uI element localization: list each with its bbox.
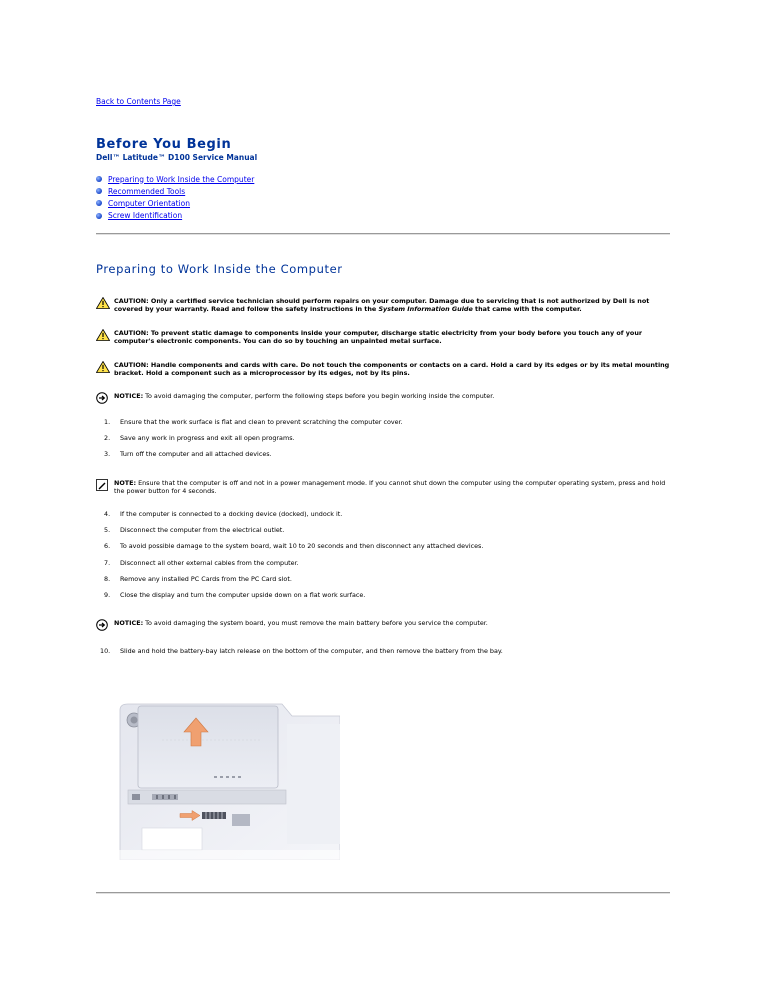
caution-text: CAUTION: Only a certified service technician should perform repairs on your computer. Damage due to servicing that is not authorized by Dell is not covered by your warranty. Read and follow the safety instructions in the (114, 297, 650, 314)
note-block (96, 479, 670, 496)
notice-block (96, 619, 670, 633)
step-text: Remove any installed PC Cards from the PC Card slot. (120, 574, 292, 583)
step-text: To avoid possible damage to the system board, wait 10 to 20 seconds and then disconnect any attached devices. (120, 542, 484, 551)
step-text: Slide and hold the battery-bay latch release on the bottom of the computer, and then remove the battery from the bay. (120, 647, 503, 655)
bullet-icon (96, 176, 102, 182)
divider (96, 233, 670, 235)
caution-block (96, 297, 670, 314)
steps-list (96, 510, 483, 607)
caution-text: CAUTION: Handle components and cards with care. Do not touch the components or contacts on a card. Hold a card by its edges or by its metal mounting bracket. Hold a component such as a microprocessor by its edges, not by its pins. (114, 361, 670, 378)
back-to-contents-link[interactable]: Back to Contents Page (96, 97, 181, 106)
toc-link-orientation[interactable]: Computer Orientation (108, 198, 191, 208)
step-text: Turn off the computer and all attached devices. (120, 450, 272, 459)
step-number: 3. (104, 450, 111, 459)
notice-text: To avoid damaging the computer, perform the following steps before you begin working inside the computer. (143, 392, 495, 400)
notice-label: NOTICE: (114, 619, 144, 627)
caution-block (96, 361, 670, 378)
list-item (96, 434, 403, 450)
bullet-icon (96, 200, 102, 206)
list-item (96, 542, 483, 558)
battery-removal-illustration (112, 700, 340, 860)
caution-doc-title: System Information Guide (378, 305, 473, 314)
page-subtitle: Dell™ Latitude™ D100 Service Manual (96, 153, 258, 162)
step-text: Save any work in progress and exit all open programs. (120, 434, 295, 443)
notice-label: NOTICE: (114, 392, 144, 400)
caution-text: CAUTION: To prevent static damage to components inside your computer, discharge static electricity from your body before you touch any of your computer's electronic components. You can do so by touching an unpainted metal surface. (114, 329, 643, 346)
notice-icon (96, 392, 114, 406)
pencil-note-icon (96, 479, 114, 496)
notice-text: To avoid damaging the system board, you must remove the main battery before you service the computer. (143, 619, 488, 627)
list-item (96, 418, 403, 434)
step-number: 1. (104, 418, 111, 426)
list-item (96, 575, 483, 591)
list-item (96, 526, 483, 542)
step-text: Disconnect all other external cables from the computer. (120, 558, 299, 567)
step-number: 4. (104, 510, 111, 518)
list-item (96, 647, 503, 663)
list-item (96, 559, 483, 575)
step-number: 7. (104, 558, 111, 567)
toc-item (96, 197, 254, 209)
notice-block (96, 392, 670, 406)
caution-text-end: that came with the computer. (472, 305, 582, 314)
step-number: 9. (104, 590, 111, 599)
list-item (96, 591, 483, 607)
caution-block (96, 329, 670, 346)
toc-link-preparing[interactable]: Preparing to Work Inside the Computer (108, 174, 255, 184)
warning-icon (96, 297, 114, 314)
toc-link-screws[interactable]: Screw Identification (108, 211, 183, 221)
bullet-icon (96, 188, 102, 194)
page-title: Before You Begin (96, 137, 232, 152)
step-number: 8. (104, 574, 111, 583)
step-number: 6. (104, 542, 111, 551)
toc-item (96, 185, 254, 197)
list-item (96, 450, 403, 466)
list-item (96, 510, 483, 526)
toc-link-tools[interactable]: Recommended Tools (108, 186, 186, 196)
step-text: Close the display and turn the computer upside down on a flat work surface. (120, 590, 366, 599)
step-number: 2. (104, 434, 111, 443)
step-text: Disconnect the computer from the electrical outlet. (120, 526, 285, 535)
warning-icon (96, 329, 114, 346)
table-of-contents (96, 173, 254, 222)
note-text: Ensure that the computer is off and not in a power management mode. If you cannot shut down the computer using the computer operating system, press and hold the power button for 4 seconds. (114, 479, 666, 496)
step-text: Ensure that the work surface is flat and clean to prevent scratching the computer cover. (120, 418, 403, 426)
divider (96, 892, 670, 894)
step-text: If the computer is connected to a docking device (docked), undock it. (120, 510, 343, 518)
section-heading: Preparing to Work Inside the Computer (96, 262, 343, 276)
steps-list (96, 647, 503, 663)
note-label: NOTE: (114, 479, 137, 487)
step-number: 10. (100, 647, 111, 655)
toc-item (96, 173, 254, 185)
toc-item (96, 210, 254, 222)
notice-icon (96, 619, 114, 633)
steps-list (96, 418, 403, 467)
warning-icon (96, 361, 114, 378)
bullet-icon (96, 213, 102, 219)
step-number: 5. (104, 526, 111, 535)
